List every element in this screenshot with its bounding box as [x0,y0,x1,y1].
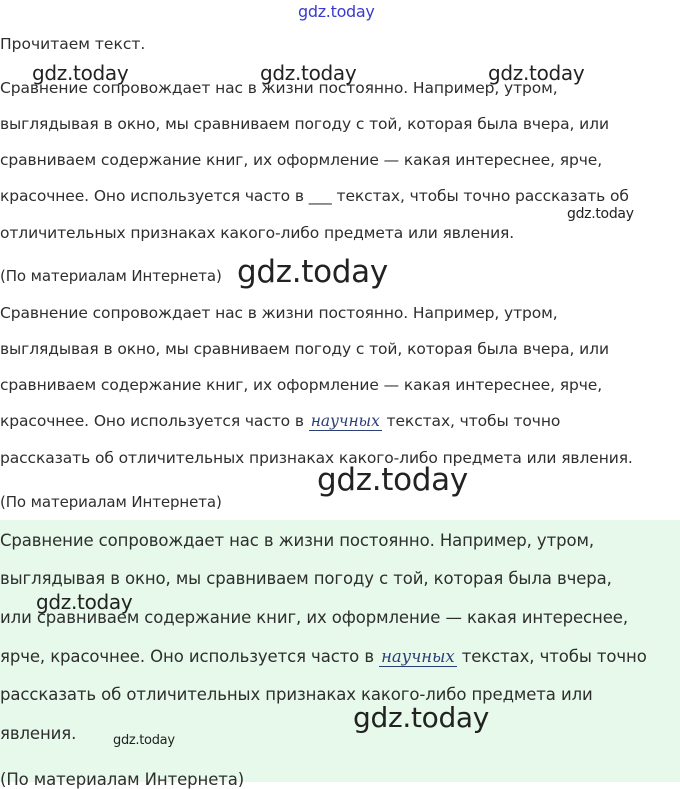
watermark: gdz.today [353,701,490,734]
watermark: gdz.today [32,61,129,85]
text-line: выглядывая в окно, мы сравниваем погоду с той, которая была вчера, или [0,340,609,358]
source-note: (По материалам Интернета) [0,267,222,285]
text-line: рассказать об отличительных признаках какого-либо предмета или [0,685,593,704]
watermark: gdz.today [36,590,133,614]
source-note: (По материалам Интернета) [0,493,222,511]
watermark: gdz.today [260,61,357,85]
text-fragment: текстах, чтобы точно [381,412,561,430]
watermark: gdz.today [113,733,175,748]
text-fragment: текстах, чтобы точно [456,647,647,666]
text-line: сравниваем содержание книг, их оформление — какая интереснее, ярче, [0,151,603,169]
text-line: Сравнение сопровождает нас в жизни постоянно. Например, утром, [0,304,558,322]
intro-text: Прочитаем текст. [0,35,146,53]
text-line: Сравнение сопровождает нас в жизни постоянно. Например, утром, [0,531,594,550]
text-line [0,412,560,430]
text-line: выглядывая в окно, мы сравниваем погоду с той, которая была вчера, или [0,115,609,133]
text-line: сравниваем содержание книг, их оформление — какая интереснее, ярче, [0,376,603,394]
watermark: gdz.today [317,462,468,498]
text-line: выглядывая в окно, мы сравниваем погоду с той, которая была вчера, [0,569,612,588]
text-line: Сравнение сопровождает нас в жизни постоянно. Например, утром, [0,79,558,97]
watermark: gdz.today [567,206,634,222]
text-line: явления. [0,724,77,743]
watermark: gdz.today [237,254,388,290]
handwritten-answer: научных [381,647,455,666]
text-line: рассказать об отличительных признаках какого-либо предмета или явления. [0,449,633,467]
text-line: отличительных признаках какого-либо предмета или явления. [0,224,515,242]
text-line: или сравниваем содержание книг, их оформление — какая интереснее, [0,608,628,627]
watermark: gdz.today [488,61,585,85]
source-note: (По материалам Интернета) [0,770,245,789]
handwritten-answer: научных [310,412,380,430]
text-fragment: ярче, красочнее. Оно используется часто в [0,647,380,666]
watermark-top: gdz.today [298,2,375,21]
text-line [0,647,647,666]
text-fragment: красочнее. Оно используется часто в [0,412,309,430]
text-line: красочнее. Оно используется часто в ___ текстах, чтобы точно рассказать об [0,187,629,205]
